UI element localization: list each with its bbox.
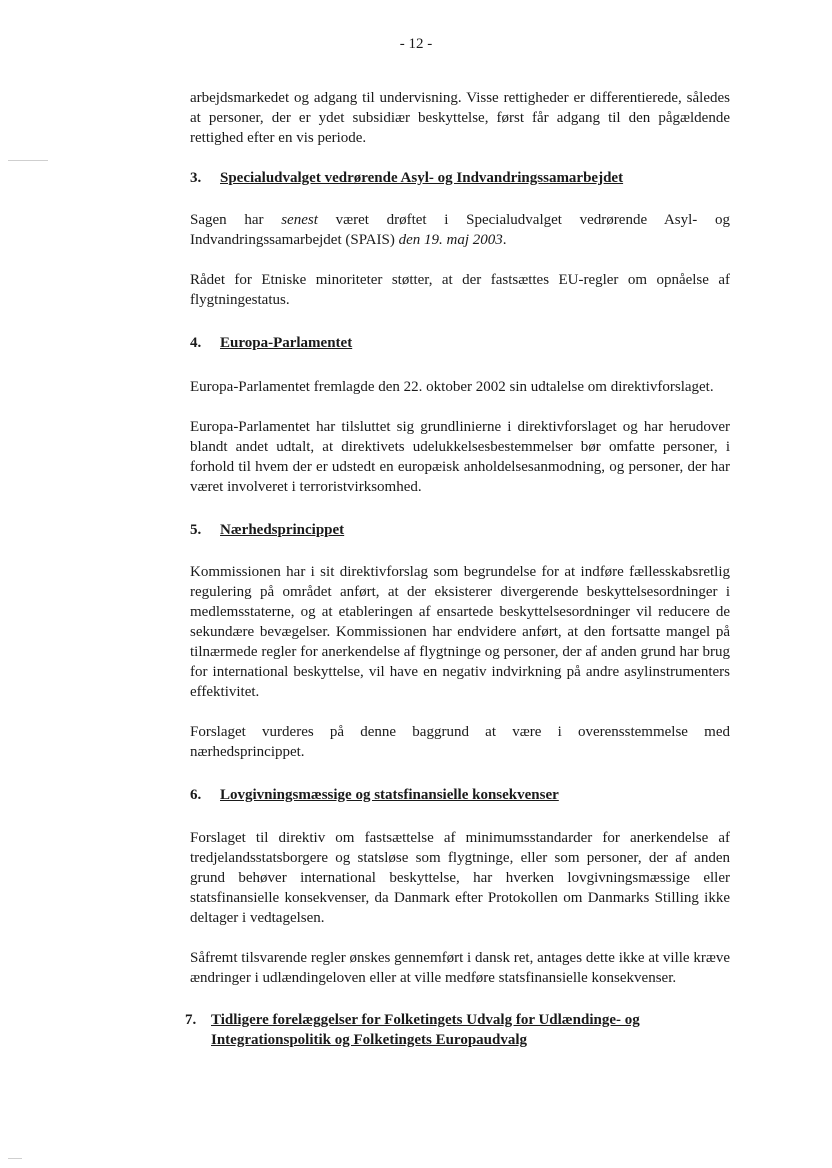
- section-number: 4.: [190, 335, 202, 351]
- section-title: Lovgivningsmæssige og statsfinansielle konsekvenser: [220, 787, 559, 803]
- section-heading: [185, 1010, 730, 1050]
- scan-mark: [8, 1158, 22, 1159]
- section-number: 3.: [190, 170, 202, 186]
- emphasis-text: senest: [281, 212, 318, 228]
- paragraph-text: været drøftet i Specialudvalget vedrørende Asyl- og Indvandringssamarbejdet (SPAIS): [190, 212, 730, 248]
- section-title: Nærhedsprincippet: [220, 522, 345, 538]
- emphasis-text: den 19. maj 2003: [398, 232, 503, 248]
- section-paragraph: Europa-Parlamentet fremlagde den 22. oktober 2002 sin udtalelse om direktivforslaget.: [190, 379, 714, 395]
- section-paragraph: Europa-Parlamentet har tilsluttet sig grundlinierne i direktivforslaget og har herudover blandt andet udtalt, at direktivets udelukkelsesbestemmelser bør omfatte personer, i forhold til hvem der er udstedt en europæisk anholdelsesanmodning, og personer, der har været involveret i terroristvirksomhed.: [190, 419, 730, 495]
- section-number: 6.: [190, 787, 202, 803]
- scan-mark: [8, 160, 48, 161]
- page-number: - 12 -: [399, 36, 433, 52]
- section-paragraph: Kommissionen har i sit direktivforslag som begrundelse for at indføre fællesskabsretlig regulering på området anført, at der eksisterer divergerende beskyttelsesordninger i medlemsstaterne, og at etableringen af ensartede beskyttelsesordninger vil reducere de sekundære bevægelser. Kommissionen har endvidere anført, at den fortsatte mangel på tilnærmede regler for anerkendelse af flygtninge og personer, der af anden grund har brug for international beskyttelse, vil have en negativ indvirkning på andre asylinstrumenters effektivitet.: [190, 564, 730, 700]
- section-paragraph: Forslaget til direktiv om fastsættelse af minimumsstandarder for anerkendelse af tredjelandsstatsborgere og statsløse som flygtninge, eller som personer, der af anden grund behøver international beskyttelse, har hverken lovgivningsmæssige eller statsfinansielle konsekvenser, da Danmark efter Protokollen om Danmarks Stilling ikke deltager i vedtagelsen.: [190, 830, 730, 926]
- section-heading: [190, 333, 730, 353]
- section-paragraph: [190, 210, 730, 250]
- document-body: [185, 88, 730, 1050]
- section-paragraph: Forslaget vurderes på denne baggrund at være i overensstemmelse med nærhedsprincippet.: [190, 724, 730, 760]
- section-paragraph: Såfremt tilsvarende regler ønskes gennemført i dansk ret, antages dette ikke at ville kræve ændringer i udlændingeloven eller at ville medføre statsfinansielle konsekvenser.: [190, 950, 730, 986]
- section-heading: [190, 520, 730, 540]
- paragraph-text: Sagen har: [190, 212, 282, 228]
- section-title: Europa-Parlamentet: [220, 335, 353, 351]
- section-number: 5.: [190, 522, 202, 538]
- section-title: Specialudvalget vedrørende Asyl- og Indvandringssamarbejdet: [220, 170, 624, 186]
- section-heading: [190, 168, 730, 188]
- paragraph-text: .: [502, 232, 507, 248]
- intro-paragraph: arbejdsmarkedet og adgang til undervisning. Visse rettigheder er differentierede, således at personer, der er ydet subsidiær beskyttelse, først får adgang til den pågældende rettighed efter en vis periode.: [190, 90, 730, 146]
- section-paragraph: Rådet for Etniske minoriteter støtter, at der fastsættes EU-regler om opnåelse af flygtningestatus.: [190, 272, 730, 308]
- section-number: 7.: [185, 1012, 197, 1028]
- section-title: Tidligere forelæggelser for Folketingets Udvalg for Udlændinge- og Integrationspolitik og Folketingets Europaudvalg: [211, 1012, 640, 1048]
- section-heading: [190, 785, 730, 805]
